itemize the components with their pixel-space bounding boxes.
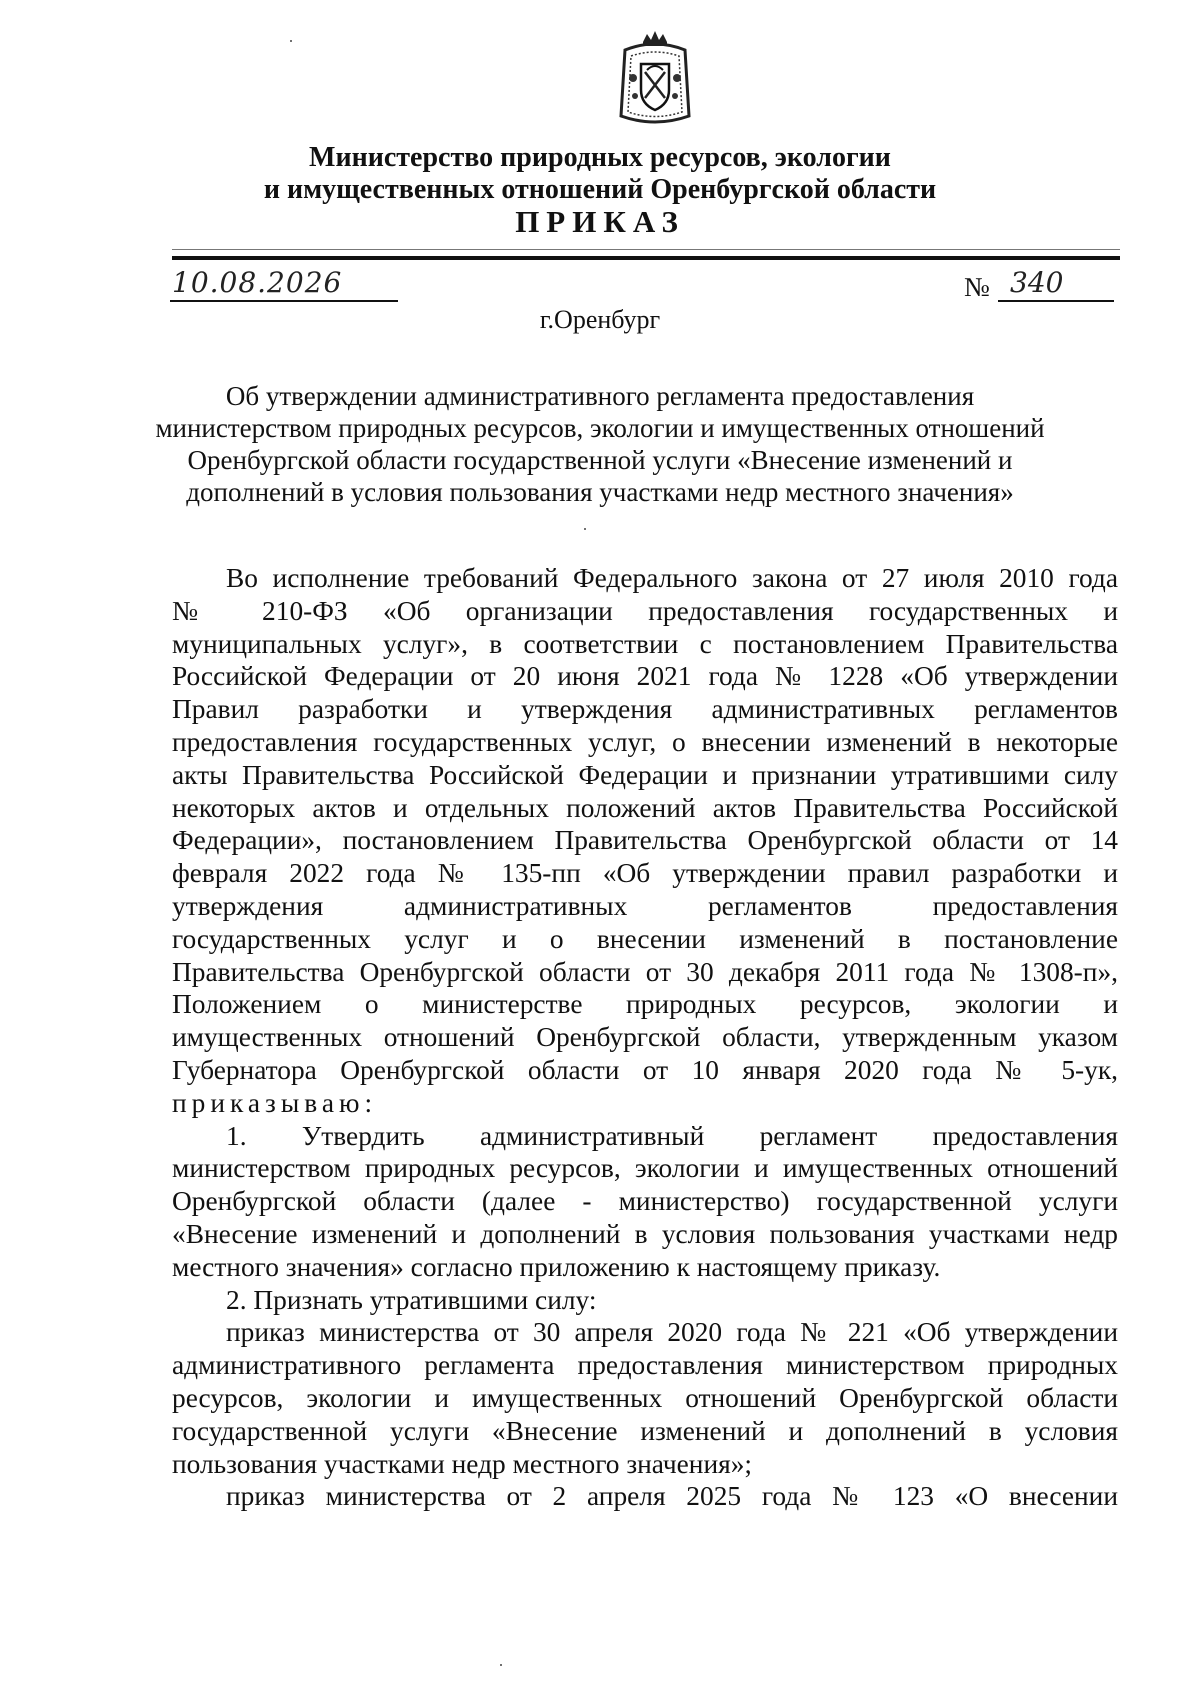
body-line: Положением о министерстве природных ресурсов, экологии и bbox=[172, 989, 1118, 1020]
document-number: 340 bbox=[1010, 266, 1064, 299]
scan-speck bbox=[290, 40, 292, 42]
body-line: утверждения административных регламентов предоставления bbox=[172, 890, 1118, 921]
item-1-line: «Внесение изменений и дополнений в условия пользования участками недр bbox=[172, 1218, 1118, 1249]
ministry-name-line-2: и имущественных отношений Оренбургской области bbox=[263, 174, 937, 205]
item-1-line: Оренбургской области (далее - министерство) государственной услуги bbox=[172, 1186, 1118, 1217]
item-1-line: 1. Утвердить административный регламент предоставления bbox=[226, 1120, 1118, 1151]
ministry-name-line-1: Министерство природных ресурсов, экологии bbox=[309, 142, 891, 173]
body-line: Губернатора Оренбургской области от 10 января 2020 года № 5-ук, bbox=[172, 1054, 1118, 1085]
document-type-title: ПРИКАЗ bbox=[515, 204, 685, 239]
body-line: государственных услуг и о внесении изменений в постановление bbox=[172, 923, 1118, 954]
city: г.Оренбург bbox=[539, 305, 661, 334]
header-rule-thin bbox=[172, 249, 1120, 250]
body-line: муниципальных услуг», в соответствии с постановлением Правительства bbox=[172, 628, 1118, 659]
body-line: имущественных отношений Оренбургской области, утвержденным указом bbox=[172, 1022, 1118, 1053]
item-2a-line: административного регламента предоставления министерством природных bbox=[172, 1350, 1118, 1381]
item-1-line: министерством природных ресурсов, экологии и имущественных отношений bbox=[172, 1153, 1118, 1184]
item-2a-line: ресурсов, экологии и имущественных отношений Оренбургской области bbox=[172, 1382, 1118, 1413]
body-line: Правил разработки и утверждения административных регламентов bbox=[172, 694, 1118, 725]
body-line: Во исполнение требований Федерального закона от 27 июля 2010 года bbox=[226, 563, 1118, 593]
item-2a-line: приказ министерства от 30 апреля 2020 года № 221 «Об утверждении bbox=[226, 1317, 1118, 1348]
subject-line: министерством природных ресурсов, экологии и имущественных отношений bbox=[155, 413, 1045, 443]
document-subject bbox=[150, 380, 1050, 508]
subject-line: Оренбургской области государственной услуги «Внесение изменений и bbox=[187, 445, 1013, 475]
number-label: № bbox=[964, 272, 990, 302]
body-line: Правительства Оренбургской области от 30 декабря 2011 года № 1308-п», bbox=[172, 956, 1118, 987]
item-2a-line: пользования участками недр местного значения»; bbox=[172, 1448, 753, 1479]
body-line: Федерации», постановлением Правительства Оренбургской области от 14 bbox=[172, 825, 1118, 856]
command-word: приказываю: bbox=[172, 1087, 378, 1118]
scan-speck bbox=[584, 528, 586, 530]
subject-line: Об утверждении административного регламента предоставления bbox=[225, 381, 975, 411]
item-1-line: местного значения» согласно приложению к настоящему приказу. bbox=[172, 1251, 941, 1282]
body-line: февраля 2022 года № 135-пп «Об утверждении правил разработки и bbox=[172, 858, 1118, 889]
coat-of-arms-emblem bbox=[615, 28, 695, 128]
document-body bbox=[172, 562, 1118, 1513]
header-rule-thick bbox=[172, 256, 1120, 260]
body-line: акты Правительства Российской Федерации и признании утратившими силу bbox=[172, 759, 1118, 790]
item-2a-line: государственной услуги «Внесение изменений и дополнений в условия bbox=[172, 1415, 1118, 1446]
body-line: № 210-ФЗ «Об организации предоставления государственных и bbox=[172, 595, 1118, 626]
number-field bbox=[998, 266, 1114, 302]
body-line: Российской Федерации от 20 июня 2021 года № 1228 «Об утверждении bbox=[172, 661, 1118, 692]
document-date: 10.08.2026 bbox=[172, 266, 343, 299]
item-2-heading: 2. Признать утратившими силу: bbox=[226, 1284, 597, 1315]
body-line: предоставления государственных услуг, о внесении изменений в некоторые bbox=[172, 726, 1118, 757]
item-2b-line: приказ министерства от 2 апреля 2025 года № 123 «О внесении bbox=[226, 1481, 1118, 1512]
subject-line: дополнений в условия пользования участками недр местного значения» bbox=[186, 477, 1014, 507]
scan-speck bbox=[500, 1664, 502, 1666]
body-line: некоторых актов и отдельных положений актов Правительства Российской bbox=[172, 792, 1118, 823]
date-field bbox=[170, 266, 398, 302]
